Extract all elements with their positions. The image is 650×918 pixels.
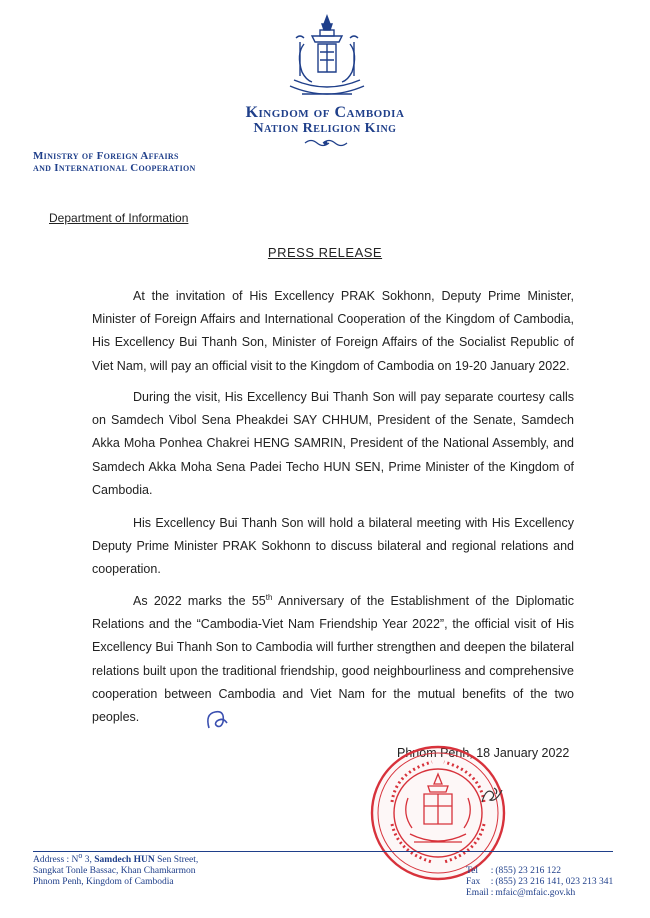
paragraph-4	[92, 590, 574, 729]
contact-label: Tel	[466, 866, 478, 876]
paragraph-text: During the visit, His Excellency Bui Thanh Son will pay separate courtesy calls on Samdech Vibol Sena Pheakdei SAY CHHUM, President of the Senate, Samdech Akka Moha Ponhea Chakrei HENG SAMRIN, President of the National Assembly, and Samdech Akka Moha Sena Padei Techo HUN SEN, Prime Minister of the Kingdom of Cambodia.	[92, 390, 574, 497]
paragraph-1	[92, 285, 574, 378]
national-motto: Nation Religion King	[253, 121, 397, 136]
ordinal-suffix: th	[265, 592, 273, 602]
address-line-1: Address : $N^o$ 3, Samdech HUN Sen Street,	[33, 850, 199, 865]
department-label: Department of Information	[49, 211, 189, 225]
contact-label: Fax	[466, 877, 481, 887]
contact-value: mfaic@mfaic.gov.kh	[495, 888, 576, 898]
signature-mark-icon	[478, 784, 508, 808]
paragraph-text: At the invitation of His Excellency PRAK Sokhonn, Deputy Prime Minister, Minister of Foreign Affairs and International Cooperation of the Kingdom of Cambodia, His Excellency Bui Thanh Son, Minister of Foreign Affairs of the Socialist Republic of Viet Nam, will pay an official visit to the Kingdom of Cambodia on 19-20 January 2022.	[92, 289, 574, 373]
contact-label: Email	[466, 888, 489, 898]
ornament-divider-icon	[303, 138, 348, 148]
footer-divider	[33, 851, 613, 852]
paragraph-text: His Excellency Bui Thanh Son will hold a bilateral meeting with His Excellency Deputy Prime Minister PRAK Sokhonn to discuss bilateral and regional relations and cooperation.	[92, 516, 574, 577]
ministry-seal-stamp	[368, 742, 508, 884]
paragraph-text: As 2022 marks the 55	[133, 594, 266, 608]
royal-coat-of-arms-icon	[282, 14, 372, 104]
contact-sep: :	[490, 888, 494, 898]
paragraph-2	[92, 386, 574, 502]
contact-sep: :	[490, 877, 494, 887]
ministry-name-line1: Ministry of Foreign Affairs	[33, 150, 179, 162]
paragraph-text: Anniversary of the Establishment of the Diplomatic Relations and the “Cambodia-Viet Nam Friendship Year 2022”, the official visit of His Excellency Bui Thanh Son to Cambodia will further strengthen and deepen the bilateral relations built upon the traditional friendship, good neighbourliness and comprehensive cooperation between Cambodia and Viet Nam for the mutual benefits of the two peoples.	[92, 594, 574, 725]
contact-value: (855) 23 216 141, 023 213 341	[495, 877, 614, 887]
footer-contacts	[466, 866, 615, 899]
contact-fax	[466, 877, 615, 888]
contact-sep: :	[490, 866, 494, 876]
kingdom-title: Kingdom of Cambodia	[245, 104, 405, 121]
footer-address	[33, 850, 199, 888]
dateline: Phnom Penh, 18 January 2022	[397, 746, 570, 760]
document-title: PRESS RELEASE	[267, 245, 383, 260]
address-line-3: Phnom Penh, Kingdom of Cambodia	[33, 877, 174, 887]
address-line-2: Sangkat Tonle Bassac, Khan Chamkarmon	[33, 866, 196, 876]
contact-value: (855) 23 216 122	[495, 866, 562, 876]
paragraph-3	[92, 512, 574, 582]
ministry-name-line2: and International Cooperation	[33, 162, 196, 174]
handwritten-initial-icon	[203, 708, 233, 732]
contact-tel	[466, 866, 615, 877]
contact-email	[466, 888, 615, 899]
